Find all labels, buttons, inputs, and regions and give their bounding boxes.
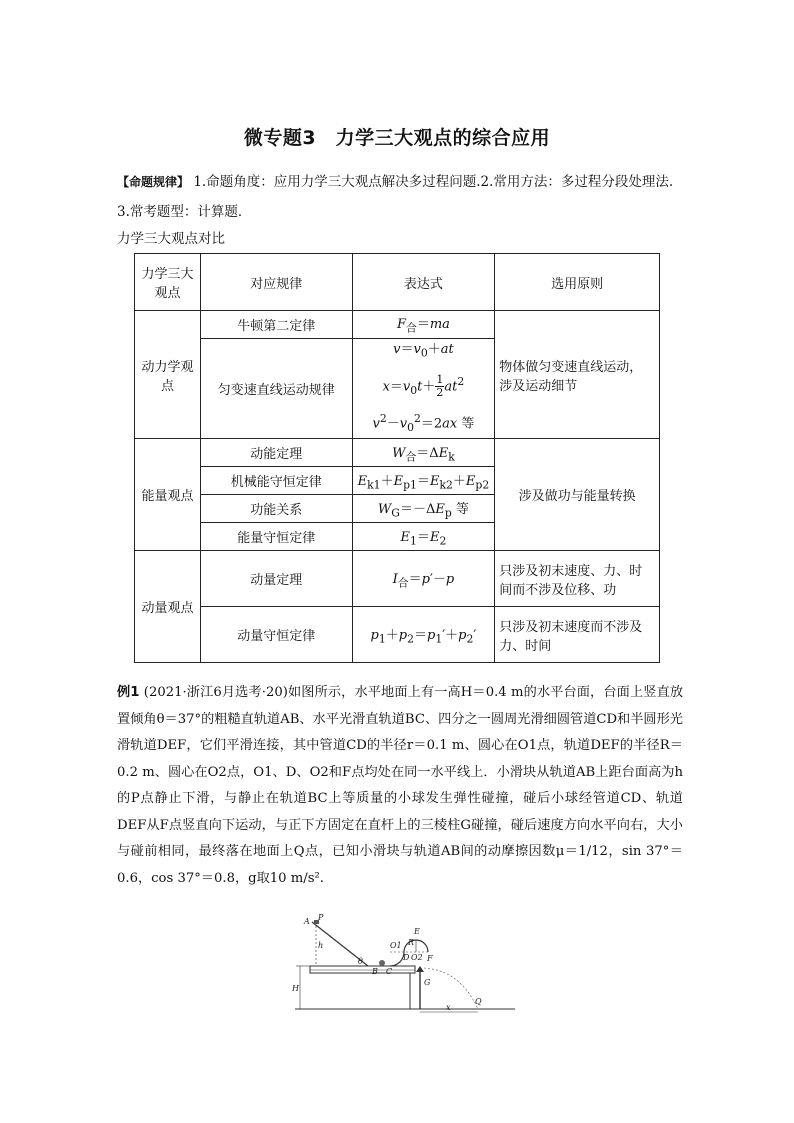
example-1 [117, 680, 683, 892]
label-d: D [403, 953, 410, 962]
table-row [135, 607, 660, 663]
label-big-h: H [292, 984, 299, 993]
pipe-cd [390, 952, 404, 966]
principle-cell: 涉及做功与能量转换 [495, 439, 660, 551]
view-cell: 能量观点 [135, 439, 201, 551]
expr-cell: $p_1+p_2=p_1'+p_2'$ [352, 607, 495, 663]
table-row [135, 311, 660, 339]
header-view: 力学三大观点 [135, 254, 201, 311]
label-a: A [304, 917, 310, 926]
label-h: h [318, 941, 324, 950]
label-p: P [318, 913, 324, 922]
law-cell: 动量定理 [200, 551, 352, 607]
rule-text-1: 1.命题角度：应用力学三大观点解决多过程问题.2.常用方法：多过程分段处理法. [193, 174, 674, 190]
header-principle: 选用原则 [495, 254, 660, 311]
label-g: G [424, 978, 431, 987]
expr-cell: $W_G=-\Delta E_p$ 等 [352, 495, 495, 523]
label-q: Q [475, 997, 482, 1006]
view-cell: 动量观点 [135, 551, 201, 663]
rule-tag: 【命题规律】 [117, 175, 190, 189]
expr-cell: $E_1=E_2$ [352, 523, 495, 551]
header-law: 对应规律 [200, 254, 352, 311]
expr-cell: $I_合=p'-p$ [352, 551, 495, 607]
principle-cell: 物体做匀变速直线运动，涉及运动细节 [495, 311, 660, 439]
principle-cell: 只涉及初末速度、力、时间而不涉及位移、功 [495, 551, 660, 607]
expr-cell: $v=v_0+at$ $x=v_0t+$ $\frac{1}{2}$ $at^2$ $v^2-v_0^2=2ax$ 等 [352, 339, 495, 439]
platform [310, 966, 415, 973]
label-b: B [372, 967, 378, 976]
page-title: 微专题3 力学三大观点的综合应用 [243, 127, 551, 149]
track-diagram [290, 912, 520, 1014]
label-e: E [414, 927, 420, 936]
expr-cell: $F_合=ma$ [352, 311, 495, 339]
prism-g [416, 966, 424, 972]
label-f: F [427, 954, 433, 963]
law-cell: 功能关系 [200, 495, 352, 523]
rule-text-2: 3.常考题型：计算题． [117, 204, 252, 220]
label-x: x [446, 1003, 451, 1012]
label-o1: O1 [390, 941, 402, 950]
law-cell: 匀变速直线运动规律 [200, 339, 352, 439]
header-expr: 表达式 [352, 254, 495, 311]
label-o2: O2 [411, 953, 423, 962]
expr-cell: $W_合=\Delta E_k$ [352, 439, 495, 467]
label-theta: θ [358, 957, 363, 966]
table-row [135, 551, 660, 607]
label-r: R [408, 938, 415, 947]
comparison-table [134, 253, 660, 663]
law-cell: 动能定理 [200, 439, 352, 467]
law-cell: 能量守恒定律 [200, 523, 352, 551]
table-caption: 力学三大观点对比 [117, 231, 225, 247]
example-text: 如图所示，水平地面上有一高H＝0.4 m的水平台面，台面上竖直放置倾角θ＝37°的粗糙直轨道AB、水平光滑直轨道BC、四分之一圆周光滑细圆管道CD和半圆形光滑轨道DEF，它们平滑连接，其中管道CD的半径r＝0.1 m、圆心在O1点，轨道DEF的半径R＝0.2 m、圆心在O2点，O1、D、O2和F点均处在同一水平线上．小滑块从轨道AB上距台面高为h的P点静止下滑，与静止在轨道BC上等质量的小球发生弹性碰撞，碰后小球经管道CD、轨道DEF从F点竖直向下运动，与正下方固定在直杆上的三棱柱G碰撞，碰后速度方向水平向右，大小与碰前相同，最终落在地面上Q点，已知小滑块与轨道AB间的动摩擦因数μ＝1/12，sin 37°＝0.6，cos 37°＝0.8，g取10 m/s². [117, 685, 684, 886]
table-row [135, 439, 660, 467]
example-label: 例1 [117, 685, 140, 700]
law-cell: 动量守恒定律 [200, 607, 352, 663]
rule-line-1 [117, 172, 673, 192]
view-cell: 动力学观点 [135, 311, 201, 439]
label-c: C [386, 967, 393, 976]
table-header-row [135, 254, 660, 311]
ball [379, 960, 385, 966]
principle-cell: 只涉及初末速度而不涉及力、时间 [495, 607, 660, 663]
example-source: (2021·浙江6月选考·20) [143, 685, 288, 700]
expr-cell: $E_{k1}+E_{p1}=E_{k2}+E_{p2}$ [352, 467, 495, 495]
law-cell: 机械能守恒定律 [200, 467, 352, 495]
law-cell: 牛顿第二定律 [200, 311, 352, 339]
